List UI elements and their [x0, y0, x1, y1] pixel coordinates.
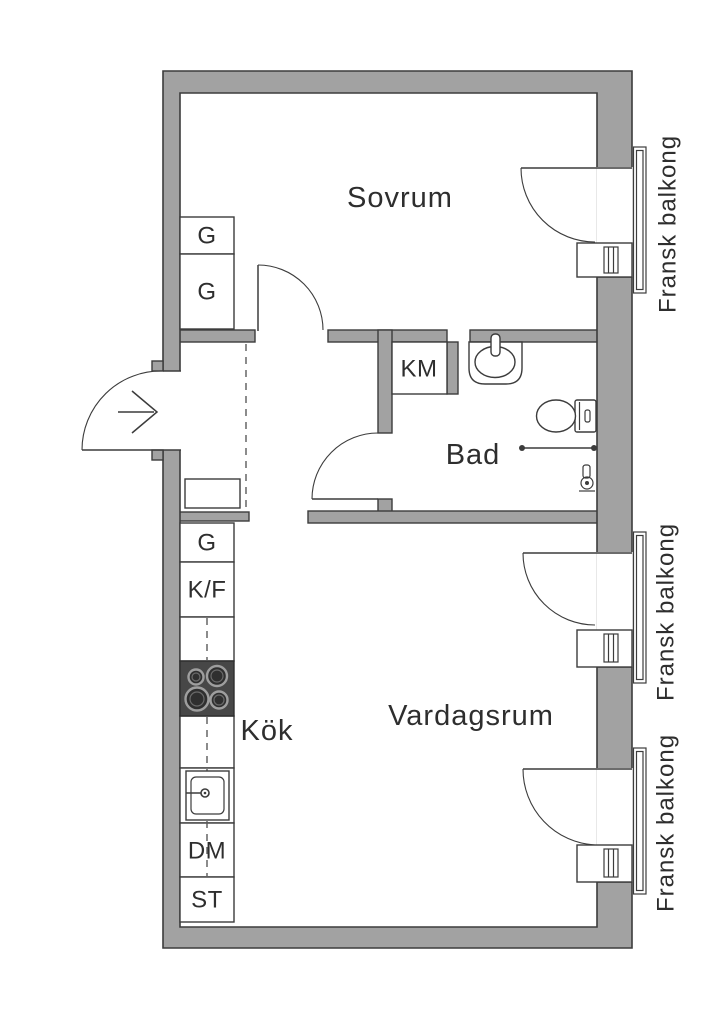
window-panel-living-2	[577, 845, 632, 882]
entry-door	[82, 371, 163, 450]
toilet-icon	[537, 400, 597, 432]
railing-living-2	[634, 748, 647, 894]
wall-bath-south	[308, 511, 600, 523]
hallway	[185, 344, 246, 510]
railing-living-1	[634, 532, 647, 683]
dishwasher-label: DM	[187, 837, 227, 865]
balcony-door-living-1	[523, 553, 597, 625]
washing-machine-niche	[392, 342, 447, 394]
wardrobe-label-1: G	[197, 222, 217, 250]
room-label-bedroom: Sovrum	[347, 182, 453, 214]
balcony-labels	[653, 135, 682, 912]
room-label-kitchen: Kök	[240, 715, 294, 747]
kitchen-wardrobe-label: G	[197, 529, 217, 557]
shower-mixer-icon	[579, 465, 595, 491]
washing-machine-label: KM	[400, 355, 438, 383]
balcony-door-living-2	[523, 769, 597, 845]
french-balcony-railings	[634, 147, 647, 894]
room-label-bathroom: Bad	[445, 439, 501, 471]
window-panel-bedroom	[577, 243, 632, 277]
entry-jamb-top	[152, 361, 163, 371]
cleaning-cabinet-label: ST	[191, 886, 223, 914]
bathroom-door	[312, 433, 378, 499]
doors	[82, 168, 597, 845]
fridge-freezer-label: K/F	[187, 576, 227, 604]
kitchen-sink-icon	[186, 771, 229, 820]
balcony-label-living-1: Fransk balkong	[652, 522, 680, 702]
entry-jamb-bottom	[152, 450, 163, 460]
bedroom-door	[258, 265, 323, 331]
room-labels	[241, 182, 554, 747]
balcony-label-bedroom: Fransk balkong	[654, 134, 682, 314]
stove-icon	[180, 661, 234, 716]
room-label-living-room: Vardagsrum	[388, 700, 554, 732]
window-panel-living-1	[577, 630, 632, 667]
wall-bedroom-south-right	[470, 330, 600, 342]
kitchen-units	[180, 523, 234, 922]
entry-direction-arrow	[118, 391, 157, 433]
wall-km-niche	[447, 342, 458, 394]
bedroom-wardrobes	[180, 217, 234, 329]
shower-bar-icon	[519, 445, 597, 451]
bathroom-sink-icon	[469, 334, 522, 384]
wall-bedroom-south-left	[170, 330, 255, 342]
wall-hall-bath	[378, 330, 392, 433]
entry-opening	[162, 371, 182, 450]
balcony-label-living-2: Fransk balkong	[652, 733, 680, 913]
wall-kitchen-stub	[170, 512, 249, 521]
wardrobe-label-2: G	[197, 278, 217, 306]
railing-bedroom	[634, 147, 647, 293]
hall-cabinet	[185, 479, 240, 508]
balcony-door-bedroom	[521, 168, 597, 242]
